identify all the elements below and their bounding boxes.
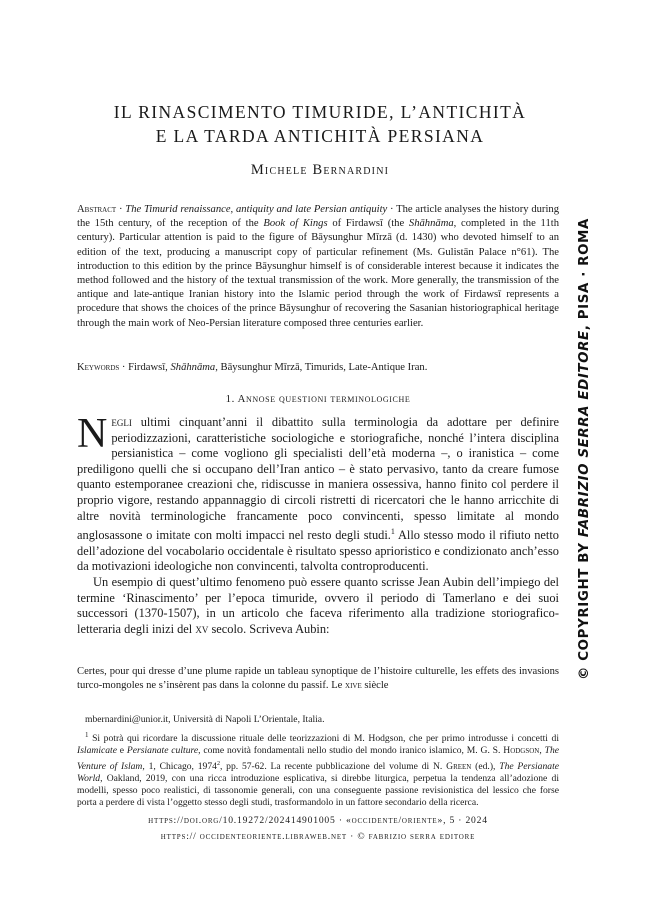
paragraph-1-end: Allo stesso modo il rifiuto netto dell’adozione del vocabolario occidentale è risultato spesso aprioristico e condizionato anch’esso da motivazioni ideologiche non convincenti, talvolta controproducenti. (77, 528, 560, 574)
paragraph-1-text: ultimi cinquant’anni il dibattito sulla terminologia da adottare per definire periodizzazioni, caratteristiche sociologiche e storiografiche, nonché l’intera disciplina persianistica – come vogliono gli specialisti dell’età moderna –, o iranistica – come prediligono quelli che si occupano dell’Iran antico – è stato pervasivo, tanto da creare fumose quanto estemporanee creazioni che, ridiscusse in maniera ossessiva, hanno finito col perdere il proprio vigore, restando appannaggio di circoli ristretti di ricercatori che le hanno arricchite di altre novità terminologiche francamente poco convincenti, spesso limitate al mondo anglosassone o imitate con molti impacci nel resto degli studi. (77, 415, 559, 543)
keywords-separator: · (119, 362, 129, 373)
quote-text-1: Certes, pour qui dresse d’une plume rapide un tableau synoptique de l’histoire culturelle, les effets des invasions turco-mongoles ne s’insèrent pas dans la colonne du passif. Le (77, 666, 559, 691)
copyright-prefix: © COPYRIGHT BY (577, 537, 592, 680)
keywords (77, 361, 559, 375)
footnote-text-4: , pp. 57-62. La recente pubblicazione del volume di N. (219, 760, 447, 772)
keyword-2: Shāhnāma (170, 362, 216, 373)
footnote-italic-islamicate: Islamicate (77, 745, 117, 757)
footnote-text-1: Si potrà qui ricordare la discussione rituale delle teorizzazioni di M. Hodgson, che per primo introdusse i concetti di (88, 733, 559, 745)
abstract-text-1: · The article analyses the history during the 15th century, of the reception of the (77, 204, 559, 230)
drop-cap: N (77, 411, 108, 457)
footnote-edition-sup: 2 (216, 760, 220, 767)
footnote-author-hodgson: Hodgson (503, 745, 540, 757)
author-email-affiliation: mbernardini@unior.it, Università di Napoli L’Orientale, Italia. (85, 714, 325, 725)
article-title (60, 100, 580, 148)
keywords-label: Keywords (77, 362, 120, 373)
copyright-publisher: FABRIZIO SERRA EDITORE (577, 330, 592, 538)
footnote-comma: , (539, 745, 545, 757)
copyright-suffix: , PISA · ROMA (577, 218, 592, 331)
abstract-separator: · (116, 204, 126, 215)
paragraph-2-text: Un esempio di quest’ultimo fenomeno può essere quanto scrisse Jean Aubin dell’impiego del termine ‘Rinascimento’ per l’epoca timuride, ovvero il periodo di Tamerlano e dei suoi successori (1370-1507), in un articolo che faceva riferimento alla tradizione storiografico-letteraria degli inizi del (77, 575, 559, 636)
abstract-shahnama: Shāhnāma (408, 218, 454, 230)
keyword-3: , Bāysunghur Mīrzā, Timurids, Late-Antique Iran. (215, 362, 428, 373)
doi-line[interactable]: https://doi.org/10.19272/202414901005 · «occidente/oriente», 5 · 2024 (148, 815, 488, 826)
abstract-book-title: Book of Kings (263, 218, 328, 230)
title-line-1: IL RINASCIMENTO TIMURIDE, L’ANTICHITÀ (113, 102, 527, 122)
footnote-1 (77, 729, 559, 810)
keyword-1: Firdawsī, (128, 362, 171, 373)
paragraph-2 (77, 575, 559, 637)
section-heading: 1. Annose questioni terminologiche (225, 393, 411, 405)
quote-text-2: siècle (361, 680, 389, 691)
abstract-text-3: , completed in the 11th century). Particular attention is paid to the figure of Bāysunghur Mīrzā (d. 1430) who devoted himself to an edition of the text, producing a manuscript copy of particular refinement (Ms. Gulistān Palace n°61). The introduction to this edition by the prince Bāysunghur himself is of considerable interest because it indicates the method followed and the history of the textual transmission of the work. More generally, the transmission of the antique and late-antique Iranian history into the Islamic period through the work of Firdawsī represents a procedure that shows the choices of the prince Bāysunghur of recovering the Sasanian historiographical heritage through the main work of Neo-Persian literature composed three centuries earlier. (77, 218, 559, 329)
website-line[interactable]: https:// occidenteoriente.libraweb.net · © fabrizio serra editore (160, 831, 476, 842)
author-name: Michele Bernardini (250, 162, 390, 178)
title-line-2: E LA TARDA ANTICHITÀ PERSIANA (155, 126, 485, 146)
footnote-book-venture: The Venture of Islam (77, 745, 559, 772)
footnote-ref-1[interactable]: 1 (390, 527, 395, 537)
footnote-number: 1 (85, 731, 89, 739)
quote-century: xive (345, 680, 362, 691)
copyright-vertical-text (577, 200, 597, 680)
footnote-text-5: (ed.), (471, 760, 500, 772)
footnote-italic-persianate: Persianate culture (126, 745, 199, 757)
paragraph-1-smallcaps: egli (111, 415, 132, 429)
paragraph-1 (77, 411, 560, 575)
abstract-text-2: of Firdawsī (the (327, 218, 409, 230)
abstract-label: Abstract (77, 204, 117, 215)
footnote-text-6: , Oakland, 2019, con una ricca introduzione esplicativa, si direbbe liturgica, perpetua la tendenza all’adozione di modelli, spesso poco realistici, di tassonomie generali, con una conseguente passione revisionistica del lessico che forse porta a perdere di vista l’oggetto stesso degli studi, trasformandolo in un fattore secondario della ricerca. (77, 772, 559, 809)
body-text (77, 411, 560, 637)
paragraph-2-end: secolo. Scriveva Aubin: (208, 621, 330, 636)
footnote-text-2: , come novità fondamentali nello studio del mondo iranico islamico, M. G. S. (198, 745, 504, 757)
footnote-text-3: , 1, Chicago, 1974 (142, 760, 217, 772)
paragraph-2-century: xv (195, 621, 209, 636)
abstract (77, 203, 559, 331)
footnote-book-persianate-world: The Persianate World (77, 760, 560, 784)
block-quote (77, 665, 559, 693)
abstract-english-title: The Timurid renaissance, antiquity and late Persian antiquity (125, 204, 388, 215)
footnote-author-green: Green (446, 760, 472, 772)
footnote-conj: e (116, 745, 127, 757)
